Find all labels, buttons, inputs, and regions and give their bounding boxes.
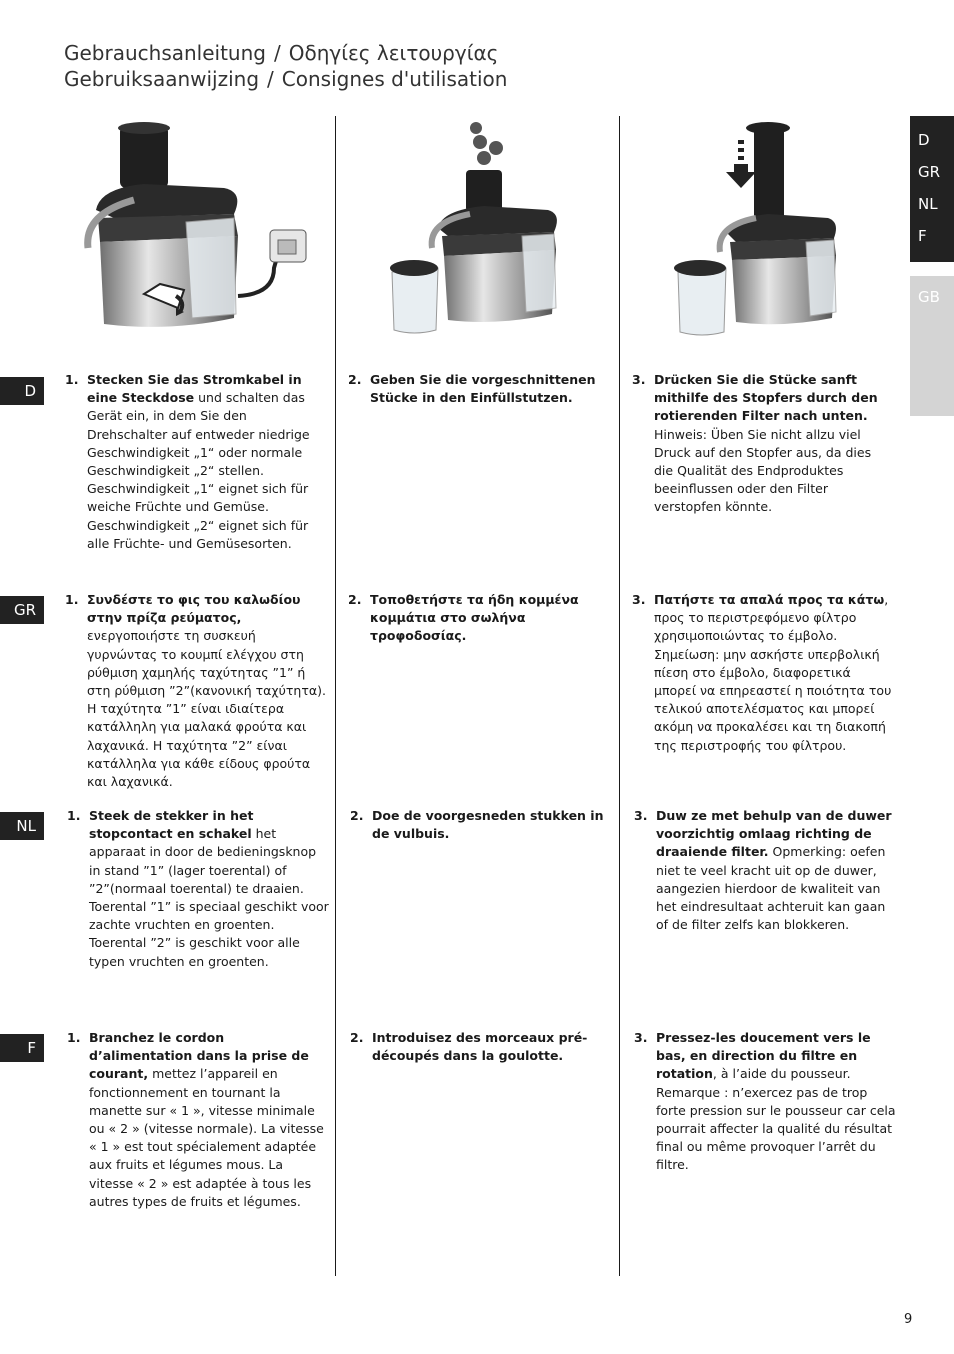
side-tab-nl[interactable]: NL <box>918 195 938 213</box>
title-separator: / <box>267 67 274 91</box>
step-bold-text: Branchez le cordon d’alimentation dans la prise de courant, <box>89 1030 309 1082</box>
active-languages <box>910 116 954 262</box>
step-f-1 <box>67 1029 329 1211</box>
step-bold-text: Pressez-les doucement vers le bas, en direction du filtre en rotation <box>656 1030 871 1082</box>
step-bold-text: Τοποθετήστε τα ήδη κομμένα κομμάτια στο σωλήνα τροφοδοσίας. <box>370 592 579 644</box>
step-text: Opmerking: oefen niet te veel kracht uit op de duwer, aangezien hierdoor de kwaliteit van het eindresultaat achteruit kan gaan of de filter zelfs kan blokkeren. <box>656 844 886 933</box>
step-bold-text: Introduisez des morceaux pré-découpés dans la goulotte. <box>372 1030 588 1064</box>
column-divider <box>335 116 336 1276</box>
title-fr: Consignes d'utilisation <box>281 67 508 91</box>
step-bold-text: Συνδέστε το φις του καλωδίου στην πρίζα ρεύματος, <box>87 592 301 626</box>
step-bold-text: Doe de voorgesneden stukken in de vulbuis. <box>372 808 604 842</box>
step-number: 2. <box>348 592 362 607</box>
lang-tab-f: F <box>0 1034 44 1062</box>
title-gr: Οδηγίες λειτουργίας <box>288 41 499 65</box>
page-number: 9 <box>904 1312 913 1327</box>
step-number: 2. <box>350 1030 364 1045</box>
step-d-3 <box>632 371 894 517</box>
step-text: und schalten das Gerät ein, in dem Sie den Drehschalter auf entweder niedrige Geschwindigkeit „1“ oder normale Geschwindigkeit „2“ stellen. Geschwindigkeit „1“ eignet sich für weiche Früchte und Gemüse. Geschwindigkeit „2“ eignet sich für alle Früchte- und Gemüsesorten. <box>87 390 310 551</box>
step-bold-text: Stecken Sie das Stromkabel in eine Steckdose <box>87 372 302 406</box>
step-text: ενεργοποιήστε τη συσκευή γυρνώντας το κουμπί ελέγχου στη ρύθμιση χαμηλής ταχύτητας ”1” ή στη ρύθμιση ”2”(κανονική ταχύτητα). Η ταχύτητα ”1” είναι ιδιαίτερα κατάλληλη για μαλακά φρούτα και λαχανικά. Η ταχύτητα ”2” είναι κατάλληλα για κάθε είδους φρούτα και λαχανικά. <box>87 628 326 790</box>
language-side-nav <box>910 116 954 416</box>
title-de: Gebrauchsanleitung <box>64 41 266 65</box>
step-nl-3 <box>634 807 896 934</box>
step-number: 1. <box>65 372 79 387</box>
step-d-1 <box>65 371 327 553</box>
side-tab-d[interactable]: D <box>918 131 930 149</box>
step-bold-text: Duw ze met behulp van de duwer voorzichtig omlaag richting de draaiende filter. <box>656 808 892 860</box>
side-tab-gb[interactable]: GB <box>910 276 954 416</box>
side-tab-f[interactable]: F <box>918 227 927 245</box>
step-bold-text: Steek de stekker in het stopcontact en schakel <box>89 808 254 842</box>
step-f-3 <box>634 1029 896 1175</box>
step-bold-text: Drücken Sie die Stücke sanft mithilfe des Stopfers durch den rotierenden Filter nach unten. <box>654 372 878 424</box>
step-text: Hinweis: Üben Sie nicht allzu viel Druck auf den Stopfer aus, da dies die Qualität des Endproduktes beeinflussen oder den Filter verstopfen könnte. <box>654 426 872 515</box>
title-separator: / <box>273 41 281 65</box>
step-bold-text: Geben Sie die vorgeschnittenen Stücke in den Einfüllstutzen. <box>370 372 596 406</box>
juicer-insert-pieces-illustration <box>378 118 568 340</box>
step-number: 1. <box>67 808 81 823</box>
step-gr-2 <box>348 591 610 646</box>
step-nl-1 <box>67 807 329 971</box>
step-number: 3. <box>634 808 648 823</box>
step-number: 1. <box>67 1030 81 1045</box>
side-tab-gr[interactable]: GR <box>918 163 941 181</box>
step-number: 3. <box>632 372 646 387</box>
step-text: het apparaat in door de bedieningsknop in stand ”1” (lager toerental) of ”2”(normaal toerental) te draaien. Toerental ”1” is speciaal geschikt voor zachte vruchten en groenten. Toerental ”2” is geschikt voor alle typen vruchten en groenten. <box>89 826 329 969</box>
lang-tab-gr: GR <box>0 596 44 624</box>
step-text: , προς το περιστρεφόμενο φίλτρο χρησιμοποιώντας το έμβολο. Σημείωση: μην ασκήστε υπερβολική πίεση στο έμβολο, διαφορετικά μπορεί να επηρεαστεί η ποιότητα του τελικού αποτελέσματος και μπορεί ακόμη να προκαλέσει και τη διακοπή της περιστροφής του φίλτρου. <box>654 592 892 753</box>
step-bold-text: Πατήστε τα απαλά προς τα κάτω <box>654 592 885 607</box>
column-divider <box>619 116 620 1276</box>
step-text: mettez l’appareil en fonctionnement en tournant la manette sur « 1 », vitesse minimale ou « 2 » (vitesse normale). La vitesse « 1 » est tout spécialement adaptée aux fruits et légumes mous. La vitesse « 2 » est adaptée à tous les autres types de fruits et légumes. <box>89 1066 324 1209</box>
step-d-2 <box>348 371 610 407</box>
step-f-2 <box>350 1029 612 1065</box>
step-text: , à l’aide du pousseur. Remarque : n’exercez pas de trop forte pression sur le pousseur car cela pourrait affecter la qualité du résultat final ou même provoquer l’arrêt du filtre. <box>656 1066 896 1173</box>
step-number: 3. <box>634 1030 648 1045</box>
step-number: 2. <box>348 372 362 387</box>
step-number: 1. <box>65 592 79 607</box>
step-gr-1 <box>65 591 327 791</box>
step-gr-3 <box>632 591 894 755</box>
page-title <box>64 40 507 92</box>
step-nl-2 <box>350 807 612 843</box>
step-number: 2. <box>350 808 364 823</box>
juicer-plug-in-illustration <box>74 118 324 340</box>
title-nl: Gebruiksaanwijzing <box>64 67 260 91</box>
juicer-push-down-illustration <box>668 118 848 340</box>
lang-tab-d: D <box>0 377 44 405</box>
step-number: 3. <box>632 592 646 607</box>
lang-tab-nl: NL <box>0 812 44 840</box>
